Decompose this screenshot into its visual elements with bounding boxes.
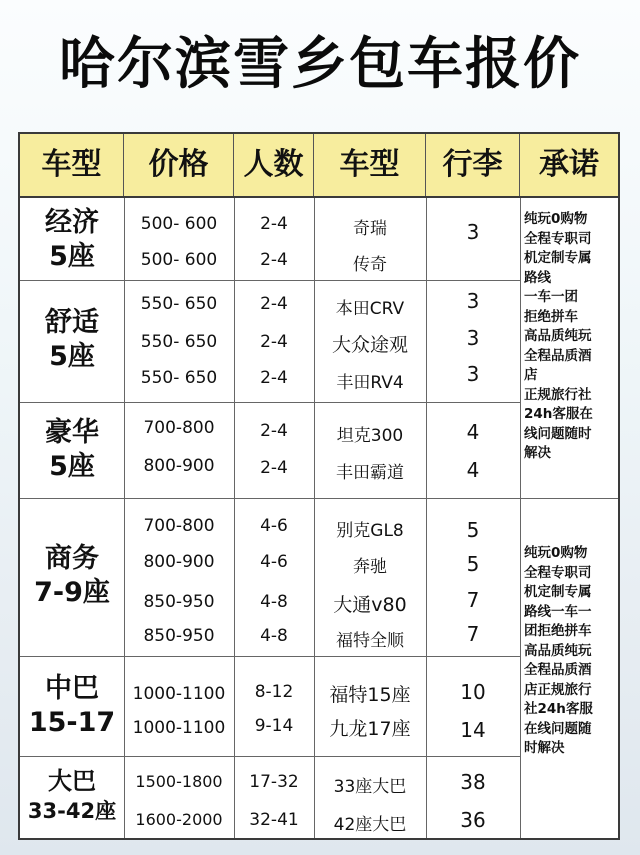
price-cell: 500- 600 — [140, 214, 218, 234]
luggage-cell: 3 — [466, 362, 480, 386]
price-cell: 550- 650 — [140, 368, 218, 388]
luggage-cell: 5 — [466, 518, 480, 542]
people-cell: 8-12 — [254, 682, 294, 702]
people-cell: 2-4 — [260, 458, 288, 478]
price-cell: 1600-2000 — [135, 810, 223, 829]
people-cell: 2-4 — [260, 294, 288, 314]
price-cell: 550- 650 — [140, 332, 218, 352]
price-cell: 700-800 — [143, 516, 215, 536]
luggage-cell: 5 — [466, 552, 480, 576]
luggage-cell: 3 — [466, 220, 480, 244]
group-economy — [20, 206, 124, 274]
vehicle-cell: 别克GL8 — [336, 521, 404, 541]
luggage-cell: 4 — [466, 420, 480, 444]
vehicle-cell: 丰田RV4 — [336, 373, 404, 393]
people-cell: 9-14 — [254, 716, 294, 736]
people-cell: 4-6 — [260, 552, 288, 572]
people-cell: 2-4 — [260, 368, 288, 388]
group-name: 舒适 — [45, 307, 99, 338]
group-seats: 5座 — [49, 341, 95, 372]
price-cell: 800-900 — [143, 552, 215, 572]
row-divider — [20, 656, 520, 657]
price-cell: 700-800 — [143, 418, 215, 438]
group-name: 中巴 — [45, 673, 99, 704]
group-seats: 15-17 — [28, 707, 116, 738]
vehicle-cell: 33座大巴 — [333, 777, 407, 797]
price-table — [18, 132, 620, 840]
group-seats: 5座 — [49, 241, 95, 272]
luggage-cell: 4 — [466, 458, 480, 482]
vehicle-cell: 福特全顺 — [336, 631, 404, 651]
price-cell: 850-950 — [143, 626, 215, 646]
luggage-cell: 14 — [460, 718, 486, 742]
promise-text-upper: 纯玩0购物 全程专职司 机定制专属 路线 一车一团 拒绝拼车 高品质纯玩 全程品质酒 店 正规旅行社 24h客服在 线问题随时 解决 — [524, 211, 593, 461]
header-vehicle-model: 车型 — [314, 134, 426, 196]
luggage-cell: 10 — [460, 680, 486, 704]
group-name: 大巴 — [48, 767, 96, 795]
group-seats: 33-42座 — [27, 799, 117, 823]
group-luxury — [20, 416, 124, 484]
luggage-cell: 36 — [460, 808, 486, 832]
vehicle-cell: 九龙17座 — [329, 718, 411, 740]
header-promise: 承诺 — [539, 147, 599, 182]
vehicle-cell: 福特15座 — [329, 684, 411, 706]
vehicle-cell: 本田CRV — [335, 299, 405, 319]
luggage-cell: 3 — [466, 289, 480, 313]
luggage-cell: 7 — [466, 622, 480, 646]
price-cell: 550- 650 — [140, 294, 218, 314]
group-seats: 7-9座 — [34, 577, 110, 608]
header-price: 价格 — [124, 134, 234, 196]
group-minibus — [20, 672, 124, 740]
row-divider — [20, 756, 520, 757]
vehicle-cell: 奔驰 — [353, 557, 387, 577]
people-cell: 32-41 — [249, 810, 299, 830]
group-seats: 5座 — [49, 451, 95, 482]
row-divider — [20, 498, 618, 499]
price-cell: 1500-1800 — [135, 772, 223, 791]
header-luggage: 行李 — [426, 134, 520, 196]
luggage-cell: 7 — [466, 588, 480, 612]
row-divider — [20, 280, 520, 281]
price-cell: 500- 600 — [140, 250, 218, 270]
people-cell: 4-8 — [260, 592, 288, 612]
people-cell: 4-8 — [260, 626, 288, 646]
group-name: 豪华 — [45, 417, 99, 448]
vehicle-cell: 大通v80 — [333, 594, 407, 616]
group-name: 商务 — [45, 543, 99, 574]
price-cell: 800-900 — [143, 456, 215, 476]
group-comfort — [20, 306, 124, 374]
price-cell: 850-950 — [143, 592, 215, 612]
luggage-cell: 38 — [460, 770, 486, 794]
price-cell: 1000-1100 — [132, 684, 226, 704]
promise-text-lower: 纯玩0购物 全程专职司 机定制专属 路线一车一 团拒绝拼车 高品质纯玩 全程品质酒 店正规旅行 社24h客服 在线问题随 时解决 — [524, 545, 593, 756]
people-cell: 2-4 — [260, 250, 288, 270]
vehicle-cell: 坦克300 — [336, 426, 404, 446]
header-people: 人数 — [234, 134, 314, 196]
vehicle-cell: 奇瑞 — [353, 219, 387, 239]
luggage-cell: 3 — [466, 326, 480, 350]
row-divider — [20, 402, 520, 403]
vehicle-cell: 42座大巴 — [333, 815, 407, 835]
group-business — [20, 542, 124, 610]
people-cell: 17-32 — [249, 772, 299, 792]
page-title: 哈尔滨雪乡包车报价 — [59, 32, 581, 97]
people-cell: 2-4 — [260, 332, 288, 352]
vehicle-cell: 丰田霸道 — [336, 463, 404, 483]
people-cell: 4-6 — [260, 516, 288, 536]
vehicle-cell: 大众途观 — [331, 334, 408, 356]
group-coach — [20, 766, 124, 826]
header-vehicle-class: 车型 — [20, 134, 124, 196]
table-header — [20, 134, 618, 198]
price-cell: 1000-1100 — [132, 718, 226, 738]
people-cell: 2-4 — [260, 214, 288, 234]
people-cell: 2-4 — [260, 421, 288, 441]
group-name: 经济 — [45, 207, 99, 238]
vehicle-cell: 传奇 — [353, 255, 387, 275]
